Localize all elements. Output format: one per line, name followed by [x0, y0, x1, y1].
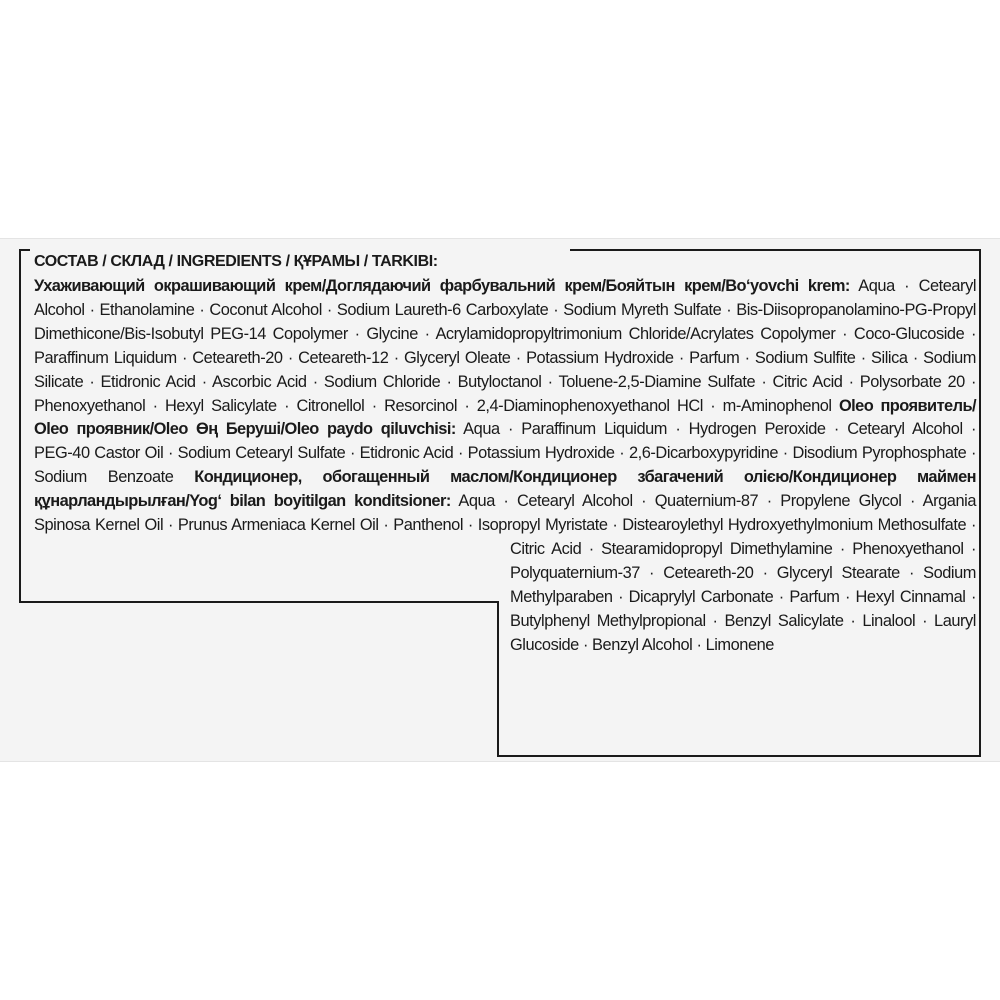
ingredients-line	[510, 563, 976, 583]
ingredients-line	[34, 491, 976, 511]
ingredients-line	[34, 467, 976, 487]
product-name-text: Ухаживающий окрашивающий крем/Доглядаючий фарбувальний крем/Бояйтын крем/Bo‘yovchi krem:	[34, 277, 850, 295]
ingredient-text: Butylphenyl Methylpropional · Benzyl Salicylate · Linalool · Lauryl	[510, 611, 976, 630]
product-name-text: құнарландырылған/Yog‘ bilan boyitilgan konditsioner:	[34, 492, 451, 511]
ingredients-line	[34, 443, 976, 463]
product-name-text: Oleo проявитель/	[838, 396, 977, 415]
ingredient-text: Paraffinum Liquidum · Ceteareth-20 · Ceteareth-12 · Glyceryl Oleate · Potassium Hydroxide · Parfum · Sodium Sulfite · Silica · Sodium	[34, 348, 976, 367]
ingredients-line	[34, 300, 976, 320]
ingredients-line	[34, 515, 976, 535]
ingredient-text: Methylparaben · Dicaprylyl Carbonate · Parfum · Hexyl Cinnamal ·	[510, 587, 976, 606]
ingredient-text: Phenoxyethanol · Hexyl Salicylate · Citronellol · Resorcinol · 2,4-Diaminophenoxyethanol HCl · m-Aminophenol	[34, 396, 839, 415]
ingredient-text: Aqua · Cetearyl Alcohol · Quaternium-87 · Propylene Glycol · Argania	[450, 492, 976, 511]
ingredient-text: Polyquaternium-37 · Ceteareth-20 · Glyceryl Stearate · Sodium	[510, 563, 976, 582]
ingredients-line	[510, 611, 976, 631]
ingredients-line	[34, 419, 976, 439]
ingredients-line	[510, 635, 976, 655]
ingredient-text: Spinosa Kernel Oil · Prunus Armeniaca Kernel Oil · Panthenol · Isopropyl Myristate · Distearoylethyl Hydroxyethylmonium Methosulfate ·	[34, 516, 976, 534]
ingredients-line	[34, 396, 976, 416]
ingredients-line	[510, 587, 976, 607]
ingredient-text: Silicate · Etidronic Acid · Ascorbic Acid · Sodium Chloride · Butyloctanol · Toluene-2,5-Diamine Sulfate · Citric Acid · Polysorbate 20 ·	[34, 372, 976, 391]
product-name-text: Кондиционер, обогащенный маслом/Кондиционер збагачений олією/Кондиционер маймен	[194, 468, 976, 487]
ingredient-text: Sodium Benzoate	[34, 468, 195, 487]
product-name-text: Oleo проявник/Oleo Өң Беруші/Oleo paydo qiluvchisi:	[34, 420, 456, 439]
ingredients-line	[34, 372, 976, 392]
ingredients-line	[34, 348, 976, 368]
ingredient-text: Alcohol · Ethanolamine · Coconut Alcohol · Sodium Laureth-6 Carboxylate · Sodium Myreth Sulfate · Bis-Diisopropanolamino-PG-Propyl	[34, 300, 976, 319]
ingredients-line	[34, 324, 976, 344]
ingredient-text: Glucoside · Benzyl Alcohol · Limonene	[510, 635, 774, 654]
ingredient-text: PEG-40 Castor Oil · Sodium Cetearyl Sulfate · Etidronic Acid · Potassium Hydroxide · 2,6-Dicarboxypyridine · Disodium Pyrophosphate ·	[34, 444, 976, 463]
ingredients-line	[34, 276, 976, 296]
ingredient-text: Aqua · Paraffinum Liquidum · Hydrogen Peroxide · Cetearyl Alcohol ·	[455, 420, 976, 439]
ingredient-text: Aqua · Cetearyl	[849, 277, 977, 295]
ingredient-text: Dimethicone/Bis-Isobutyl PEG-14 Copolymer · Glycine · Acrylamidopropyltrimonium Chloride/Acrylates Copolymer · Coco-Glucoside ·	[34, 324, 976, 343]
ingredients-line	[510, 539, 976, 559]
ingredient-text: Citric Acid · Stearamidopropyl Dimethylamine · Phenoxyethanol ·	[510, 539, 976, 558]
ingredients-heading: СОСТАВ / СКЛАД / INGREDIENTS / ҚҰРАМЫ / TARKIBI:	[34, 253, 438, 270]
